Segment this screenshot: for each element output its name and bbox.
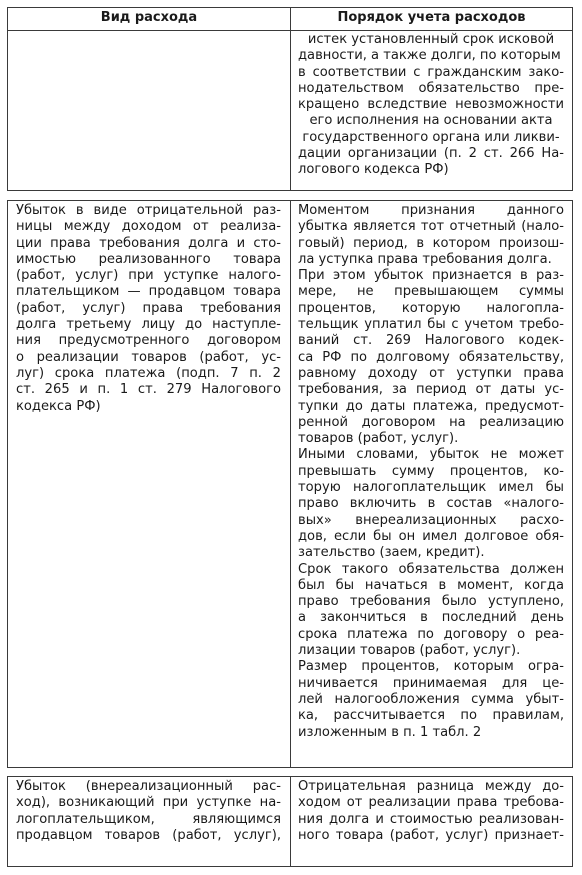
text-line: ла уступка права требования долга. bbox=[298, 251, 552, 267]
text-line: а закончиться в последний день bbox=[298, 610, 564, 626]
text-line: требования, за период от даты ус- bbox=[298, 382, 564, 398]
text-line: ния предусмотренного договором bbox=[16, 333, 281, 349]
text-line: в соответствии с гражданским зако- bbox=[298, 64, 564, 80]
text-line: кращено вследствие невозможности bbox=[298, 97, 564, 113]
text-line: превышать сумму процентов, ко- bbox=[298, 463, 564, 479]
table-left-border bbox=[7, 776, 8, 867]
text-line: равному доходу от уступки права bbox=[298, 365, 564, 381]
text-line: ход), возникающий при уступке на- bbox=[16, 795, 281, 811]
text-line: Моментом признания данного bbox=[298, 203, 564, 218]
text-line: Срок такого обязательства должен bbox=[298, 561, 564, 577]
text-line: процентов, которую налогопла- bbox=[298, 300, 564, 316]
text-line: При этом убыток признается в раз- bbox=[298, 268, 564, 284]
text-line: ции права требования долга и сто- bbox=[16, 235, 281, 251]
text-line: изложенным в п. 1 табл. 2 bbox=[298, 724, 482, 740]
text-line: тельщик уплатил бы с учетом требо- bbox=[298, 317, 564, 333]
text-line: Размер процентов, которым огра- bbox=[298, 659, 564, 675]
text-line: зательство (заем, кредит). bbox=[298, 545, 485, 561]
text-line: срока платежа по договору о реа- bbox=[298, 626, 564, 642]
text-line: дации организации (п. 2 ст. 266 На- bbox=[298, 146, 564, 162]
column-divider bbox=[290, 776, 291, 867]
row3-expense-type-cell bbox=[16, 779, 281, 844]
text-line: давности, а также долги, по которым bbox=[298, 48, 561, 64]
row2-expense-type-cell bbox=[16, 203, 281, 415]
text-line: логоплательщиком, являющимся bbox=[16, 811, 281, 827]
text-line: право требования было уступлено, bbox=[298, 594, 564, 610]
row1-procedure-cell bbox=[298, 32, 564, 179]
text-line: ваний ст. 269 Налогового кодек- bbox=[298, 333, 564, 349]
text-line: тупки до даты платежа, предусмот- bbox=[298, 398, 564, 414]
text-line: ст. 265 и п. 1 ст. 279 Налогового bbox=[16, 382, 281, 398]
text-line: торую налогоплательщик имел бы bbox=[298, 480, 564, 496]
text-line: о реализации товаров (работ, ус- bbox=[16, 349, 281, 365]
text-line: (работ, услуг) при уступке налого- bbox=[16, 268, 281, 284]
table-left-border bbox=[7, 7, 8, 191]
text-line: мере, не превышающем суммы bbox=[298, 284, 564, 300]
text-line: право включить в состав «налого- bbox=[298, 496, 564, 512]
text-line: Иными словами, убыток не может bbox=[298, 447, 564, 463]
text-line: государственного органа или ликви- bbox=[302, 129, 560, 145]
text-line: лизации товаров (работ, услуг). bbox=[298, 643, 521, 659]
text-line: продавцом товаров (работ, услуг), bbox=[16, 827, 281, 843]
column-divider bbox=[290, 7, 291, 191]
text-line: логового кодекса РФ) bbox=[298, 162, 449, 178]
text-line: вых» внереализационных расхо- bbox=[298, 512, 564, 528]
text-line: Отрицательная разница между до- bbox=[298, 779, 564, 794]
row2-procedure-cell bbox=[298, 203, 564, 741]
text-line: нодательством обязательство пре- bbox=[298, 80, 564, 96]
text-line: ничивается принимаемая для це- bbox=[298, 675, 564, 691]
text-line: товаров (работ, услуг). bbox=[298, 431, 459, 447]
text-line: ка, рассчитывается по правилам, bbox=[298, 708, 564, 724]
text-line: Убыток в виде отрицательной раз- bbox=[16, 203, 281, 218]
text-line: луг) срока платежа (подп. 7 п. 2 bbox=[16, 365, 281, 381]
text-line: лей налогообложения сумма убыт- bbox=[298, 691, 564, 707]
table-right-border bbox=[572, 200, 573, 768]
text-line: имостью реализованного товара bbox=[16, 251, 281, 267]
text-line: ренной договором на реализацию bbox=[298, 414, 564, 430]
text-line: убытка является тот отчетный (нало- bbox=[298, 219, 564, 235]
text-line: дов, если бы он имел долговое обя- bbox=[298, 528, 564, 544]
text-line: долга третьему лицу до наступле- bbox=[16, 317, 281, 333]
text-line: плательщиком — продавцом товара bbox=[16, 284, 281, 300]
text-line: са РФ по долговому обязательству, bbox=[298, 349, 564, 365]
text-line: ного товара (работ, услуг) признает- bbox=[298, 827, 564, 843]
text-line: говый) период, в котором произош- bbox=[298, 235, 564, 251]
row3-procedure-cell bbox=[298, 779, 564, 844]
text-line: был бы начаться в момент, когда bbox=[298, 577, 564, 593]
text-line: Убыток (внереализационный рас- bbox=[16, 779, 281, 794]
text-line: кодекса РФ) bbox=[16, 398, 101, 414]
table-left-border bbox=[7, 200, 8, 768]
column-header-expense-type: Вид расхода bbox=[100, 10, 198, 25]
column-divider bbox=[290, 200, 291, 768]
table-right-border bbox=[572, 776, 573, 867]
table-right-border bbox=[572, 7, 573, 191]
text-line: истек установленный срок исковой bbox=[307, 32, 555, 47]
text-line: ния долга и стоимостью реализован- bbox=[298, 811, 564, 827]
text-line: ходом от реализации права требова- bbox=[298, 795, 564, 811]
column-header-accounting-procedure: Порядок учета расходов bbox=[337, 10, 526, 25]
text-line: его исполнения на основании акта bbox=[309, 113, 553, 129]
text-line: (работ, услуг) права требования bbox=[16, 300, 281, 316]
text-line: ницы между доходом от реализа- bbox=[16, 219, 281, 235]
